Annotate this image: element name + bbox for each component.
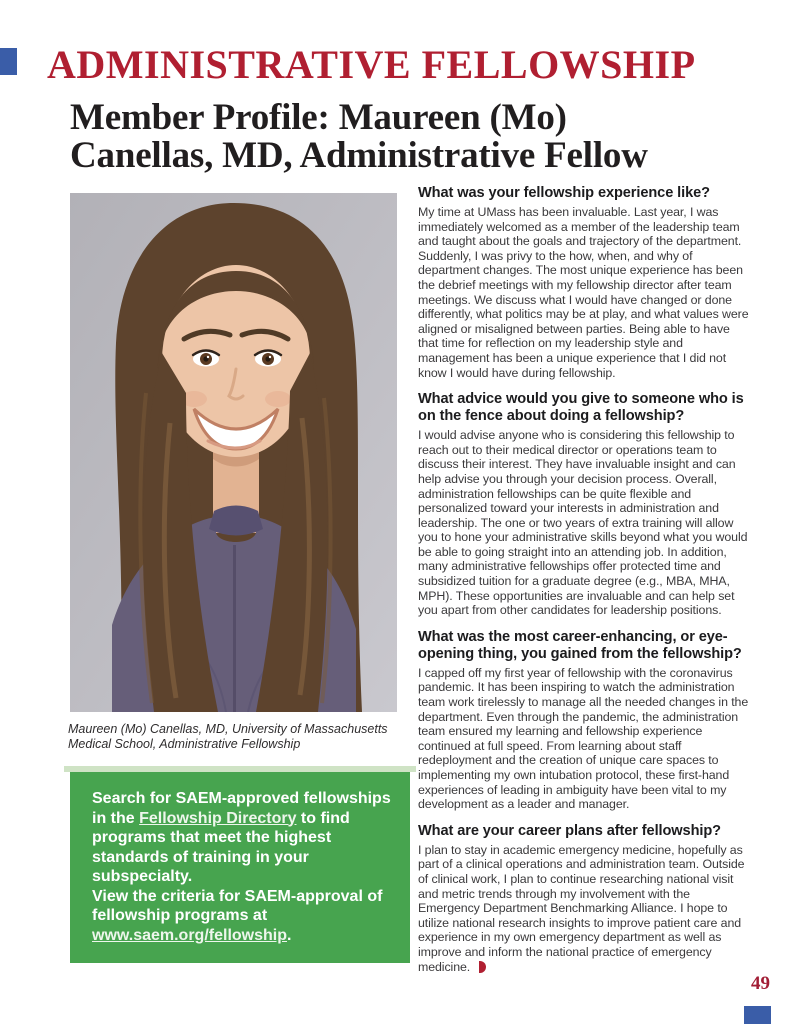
qa-section bbox=[418, 823, 752, 974]
fellowship-directory-link[interactable]: Fellowship Directory bbox=[139, 809, 297, 827]
question-heading: What was your fellowship experience like? bbox=[418, 185, 710, 201]
portrait-illustration bbox=[70, 193, 397, 712]
member-portrait-photo bbox=[70, 193, 397, 712]
article-title bbox=[70, 99, 648, 175]
callout-text: Search for SAEM-approved fellowships in the bbox=[92, 790, 391, 827]
qa-section bbox=[418, 629, 752, 812]
question-heading: What was the most career-enhancing, or eye-opening thing, you gained from the fellowship? bbox=[418, 628, 742, 662]
answer-paragraph: My time at UMass has been invaluable. Last year, I was immediately welcomed as a member of the leadership team and taught about the goals and trajectory of the department. Suddenly, I was privy to the how, when, and why of department changes. The most unique experience has been the debrief meetings with my fellowship director after team meetings. We discuss what I would have changed or done differently, what politics may be at play, and what values were aligned or misaligned between parties. Being able to have that time for reflection on my leadership style and management has been a unique experience that I did not know I would have during fellowship. bbox=[418, 205, 749, 380]
end-of-article-marker-icon bbox=[479, 961, 486, 973]
saem-fellowship-url-link[interactable]: www.saem.org/fellowship bbox=[92, 926, 287, 944]
qa-section bbox=[418, 185, 752, 380]
answer-text: I plan to stay in academic emergency medicine, hopefully as part of a clinical operations and administration team. Outside of clinical work, I plan to continue researching national visit and metric trends through my involvement with the Emergency Department Benchmarking Alliance. I hope to utilize national research insights to improve patient care and experience in my own emergency department as well as improve and inform the national practice of emergency medicine. bbox=[418, 842, 745, 974]
page-number: 49 bbox=[751, 973, 770, 994]
answer-paragraph: I would advise anyone who is considering this fellowship to reach out to their medical director or operations team to discuss their interest. They have invaluable insight and can help advise you through your decision process. Overall, administration fellowships can be quite flexible and personalized toward your interests in administration and leadership. The one or two years of extra training will allow you to hone your administrative skills beyond what you would be able to going straight into an attending job. In addition, many administrative fellowships offer protected time and subsidized tuition for a graduate degree (e.g., MBA, MHA, MPH). These opportunities are invaluable and can help set you apart from other candidates for leadership positions. bbox=[418, 428, 748, 618]
callout-text: View the criteria for SAEM-approval of fellowship programs at bbox=[92, 887, 383, 924]
question-heading: What advice would you give to someone who is on the fence about doing a fellowship? bbox=[418, 391, 744, 425]
question-heading: What are your career plans after fellowship? bbox=[418, 822, 721, 839]
callout-text: to find programs that meet the highest standards of training in your subspecialty. bbox=[92, 809, 350, 885]
article-title-line1: Member Profile: Maureen (Mo) bbox=[70, 97, 567, 138]
qa-section bbox=[418, 391, 752, 618]
fellowship-callout-box bbox=[70, 772, 410, 963]
section-header: ADMINISTRATIVE FELLOWSHIP bbox=[47, 42, 696, 87]
callout-sentence-2 bbox=[92, 887, 392, 946]
corner-accent-square-top bbox=[0, 48, 17, 75]
article-title-line2: Canellas, MD, Administrative Fellow bbox=[70, 135, 648, 176]
answer-paragraph: I capped off my first year of fellowship with the coronavirus pandemic. It has been inspiring to watch the administration team work tirelessly to manage all the needed changes in the department. Even through the pandemic, the administration team ensured my learning and fellowship experience continued at full speed. From learning about staff redeployment and the creation of unique care spaces to implementing my own intubation protocol, these first-hand experiences of leading in ambiguity have been vital to my development as a leader and manager. bbox=[418, 665, 749, 812]
callout-text: . bbox=[287, 926, 292, 944]
photo-caption: Maureen (Mo) Canellas, MD, University of Massachusetts Medical School, Administrative Fellowship bbox=[68, 722, 388, 751]
interview-column bbox=[418, 185, 752, 974]
corner-accent-square-bottom bbox=[744, 1006, 771, 1024]
callout-sentence-1 bbox=[92, 789, 392, 887]
answer-paragraph bbox=[418, 843, 752, 974]
